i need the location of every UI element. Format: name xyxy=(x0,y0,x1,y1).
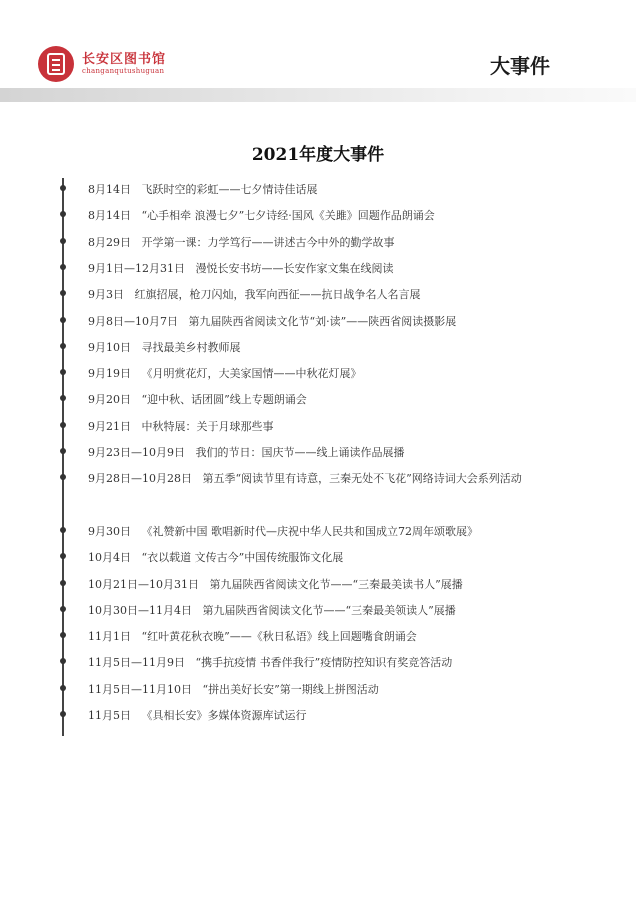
bullet-dot-icon xyxy=(60,369,66,375)
library-seal-icon xyxy=(38,46,74,82)
bullet-dot-icon xyxy=(60,290,66,296)
event-text xyxy=(88,442,588,464)
header-band xyxy=(0,88,636,102)
event-title: 《月明赏花灯，大美家国情——中秋花灯展》 xyxy=(141,367,362,381)
event-text xyxy=(88,337,588,359)
event-text xyxy=(88,468,588,490)
event-title: 中秋特展：关于月球那些事 xyxy=(141,419,274,433)
brand-text xyxy=(82,52,166,76)
event-text xyxy=(88,416,588,438)
event-text xyxy=(88,284,588,306)
event-date: 11月5日—11月9日 xyxy=(88,656,185,670)
event-text xyxy=(88,679,588,701)
event-title: 我们的节日：国庆节——线上诵读作品展播 xyxy=(195,446,405,459)
event-title: 《具相长安》多媒体资源库试运行 xyxy=(141,709,307,722)
bullet-dot-icon xyxy=(60,711,66,717)
event-text xyxy=(88,205,588,227)
event-date: 8月14日 xyxy=(88,209,131,223)
event-date: 9月8日—10月7日 xyxy=(88,314,178,328)
bullet-dot-icon xyxy=(60,264,66,270)
bullet-dot-icon xyxy=(60,685,66,691)
event-date: 11月1日 xyxy=(88,630,131,644)
library-logo xyxy=(38,46,166,82)
event-title: 飞跃时空的彩虹——七夕情诗佳话展 xyxy=(141,183,318,196)
event-date: 9月10日 xyxy=(88,340,131,354)
event-title: 第九届陕西省阅读文化节——“三秦最美领读人”展播 xyxy=(202,603,456,617)
event-text xyxy=(88,600,588,622)
bullet-dot-icon xyxy=(60,395,66,401)
event-text xyxy=(88,258,588,280)
event-title: “红叶黄花秋衣晚”——《秋日私语》线上回题嘴食朗诵会 xyxy=(141,630,417,644)
event-date: 8月14日 xyxy=(88,183,131,196)
bullet-dot-icon xyxy=(60,527,66,533)
event-date: 11月5日 xyxy=(88,709,131,722)
event-title: 第九届陕西省阅读文化节“刘·读”——陕西省阅读摄影展 xyxy=(188,314,457,328)
event-text xyxy=(88,521,588,543)
bullet-dot-icon xyxy=(60,580,66,586)
event-text xyxy=(88,232,588,254)
event-text xyxy=(88,705,588,727)
event-date: 9月3日 xyxy=(88,288,124,302)
event-title: “衣以载道 文传古今”中国传统服饰文化展 xyxy=(141,551,344,565)
event-title: “携手抗疫情 书香伴我行”疫情防控知识有奖竞答活动 xyxy=(195,656,453,670)
event-text xyxy=(88,652,588,674)
bullet-dot-icon xyxy=(60,553,66,559)
event-text xyxy=(88,574,588,596)
event-title: “心手相牵 浪漫七夕”七夕诗经·国风《关雎》回题作品朗诵会 xyxy=(141,209,435,223)
bullet-dot-icon xyxy=(60,474,66,480)
event-title: “迎中秋、话团圆”线上专题朗诵会 xyxy=(141,393,307,407)
event-title: 漫悦长安书坊——长安作家文集在线阅读 xyxy=(195,261,394,275)
bullet-dot-icon xyxy=(60,448,66,454)
brand-pinyin: changanqutushuguan xyxy=(82,67,165,75)
brand-name: 长安区图书馆 xyxy=(82,52,167,67)
event-date: 9月1日—12月31日 xyxy=(88,261,185,275)
section-title: 大事件 xyxy=(490,54,550,78)
bullet-dot-icon xyxy=(60,606,66,612)
event-date: 10月4日 xyxy=(88,551,131,565)
event-title: 红旗招展，枪刀闪灿，我军向西征——抗日战争名人名言展 xyxy=(134,288,421,302)
event-date: 10月30日—11月4日 xyxy=(88,603,192,617)
bullet-dot-icon xyxy=(60,238,66,244)
page-title: 2021年度大事件 xyxy=(251,145,385,165)
event-title: “拼出美好长安”第一期线上拼图活动 xyxy=(202,682,379,696)
bullet-dot-icon xyxy=(60,658,66,664)
bullet-dot-icon xyxy=(60,422,66,428)
event-date: 9月28日—10月28日 xyxy=(88,472,192,486)
event-date: 8月29日 xyxy=(88,235,131,249)
event-date: 11月5日—11月10日 xyxy=(88,682,192,696)
event-text xyxy=(88,626,588,648)
event-title: 开学第一课：力学笃行——讲述古今中外的勤学故事 xyxy=(141,235,395,249)
bullet-dot-icon xyxy=(60,185,66,191)
bullet-dot-icon xyxy=(60,632,66,638)
event-title: 《礼赞新中国 歌唱新时代—庆祝中华人民共和国成立72周年颂歌展》 xyxy=(141,524,478,538)
event-title: 寻找最美乡村教师展 xyxy=(141,340,241,354)
event-text xyxy=(88,389,588,411)
event-text xyxy=(88,179,588,201)
event-date: 9月19日 xyxy=(88,367,131,381)
event-date: 9月23日—10月9日 xyxy=(88,446,185,459)
event-text xyxy=(88,363,588,385)
timeline-line xyxy=(62,178,64,736)
event-date: 9月30日 xyxy=(88,524,131,538)
bullet-dot-icon xyxy=(60,343,66,349)
event-title: 第五季“阅读节里有诗意，三秦无处不飞花”网络诗词大会系列活动 xyxy=(202,472,522,486)
event-text xyxy=(88,311,588,333)
event-title: 第九届陕西省阅读文化节——“三秦最美读书人”展播 xyxy=(209,577,463,591)
event-date: 9月21日 xyxy=(88,419,131,433)
bullet-dot-icon xyxy=(60,211,66,217)
event-date: 10月21日—10月31日 xyxy=(88,577,199,591)
event-text xyxy=(88,547,588,569)
event-date: 9月20日 xyxy=(88,393,131,407)
bullet-dot-icon xyxy=(60,317,66,323)
